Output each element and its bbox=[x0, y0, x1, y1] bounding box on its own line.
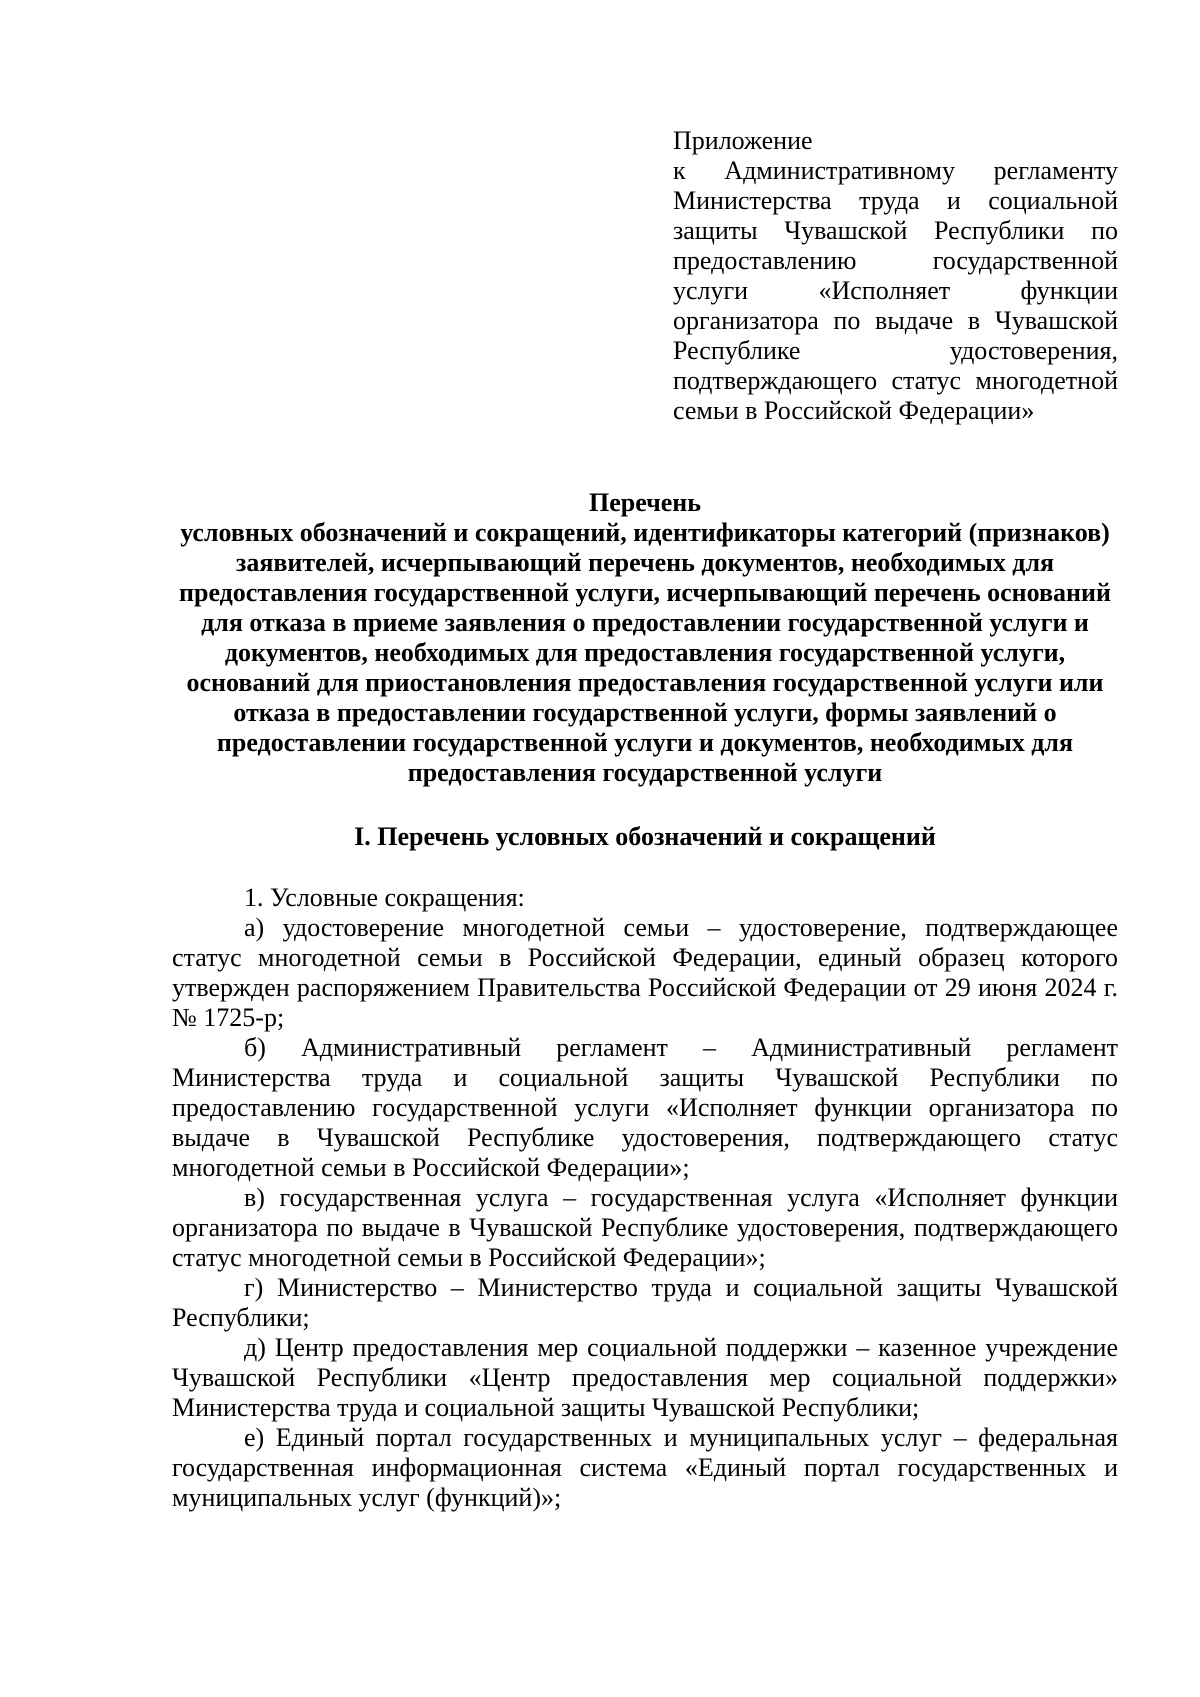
paragraph-abbreviations-intro: 1. Условные сокращения: bbox=[244, 883, 525, 912]
section-heading: I. Перечень условных обозначений и сокращений bbox=[354, 822, 936, 851]
paragraph-item-v: в) государственная услуга – государственная услуга «Исполняет функции организатора по выдаче в Чувашской Республике удостоверения, подтверждающего статус многодетной семьи в Российской Федерации»; bbox=[172, 1183, 1118, 1272]
appendix-label: Приложение bbox=[673, 126, 813, 155]
paragraph-item-d: д) Центр предоставления мер социальной поддержки – казенное учреждение Чувашской Республики «Центр предоставления мер социальной поддержки» Министерства труда и социальной защиты Чувашской Республики; bbox=[172, 1333, 1118, 1422]
appendix-text: к Административному регламенту Министерства труда и социальной защиты Чувашской Республики по предоставлению государственной услуги «Исполняет функции организатора по выдаче в Чувашской Республике удостоверения, подтверждающего статус многодетной семьи в Российской Федерации» bbox=[673, 156, 1118, 425]
paragraph-item-g: г) Министерство – Министерство труда и социальной защиты Чувашской Республики; bbox=[172, 1273, 1118, 1332]
paragraph-item-e: е) Единый портал государственных и муниципальных услуг – федеральная государственная информационная система «Единый портал государственных и муниципальных услуг (функций)»; bbox=[172, 1423, 1118, 1512]
paragraph-item-a: а) удостоверение многодетной семьи – удостоверение, подтверждающее статус многодетной семьи в Российской Федерации, единый образец которого утвержден распоряжением Правительства Российской Федерации от 29 июня 2024 г. № 1725-р; bbox=[172, 913, 1118, 1032]
title-subtitle: условных обозначений и сокращений, идентификаторы категорий (признаков) заявителей, исчерпывающий перечень документов, необходимых для предоставления государственной услуги, исчерпывающий перечень оснований для отказа в приеме заявления о предоставлении государственной услуги и документов, необходимых для предоставления государственной услуги, оснований для приостановления предоставления государственной услуги или отказа в предоставлении государственной услуги, формы заявлений о предоставлении государственной услуги и документов, необходимых для предоставления государственной услуги bbox=[179, 518, 1111, 787]
document-title bbox=[172, 488, 1118, 788]
appendix-block bbox=[673, 126, 1118, 426]
section-body bbox=[172, 883, 1118, 1513]
title-heading: Перечень bbox=[588, 488, 702, 517]
paragraph-item-b: б) Административный регламент – Административный регламент Министерства труда и социальной защиты Чувашской Республики по предоставлению государственной услуги «Исполняет функции организатора по выдаче в Чувашской Республике удостоверения, подтверждающего статус многодетной семьи в Российской Федерации»; bbox=[172, 1033, 1118, 1182]
